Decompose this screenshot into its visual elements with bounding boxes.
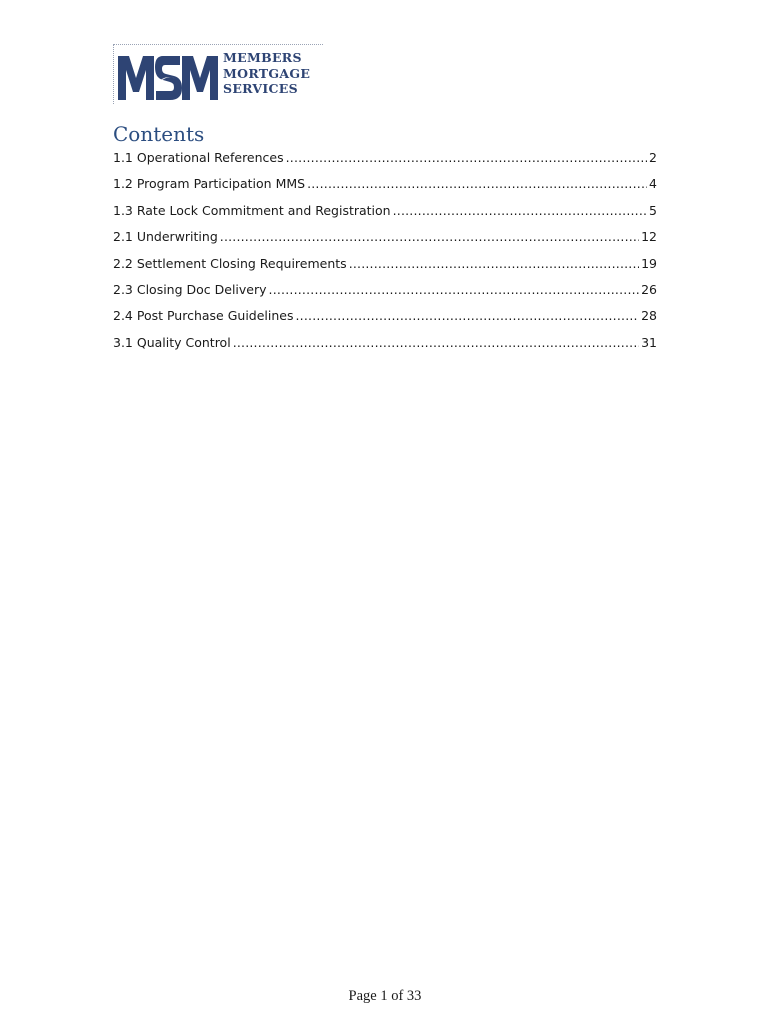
toc-entry-page: 26: [641, 281, 657, 297]
logo-line-mortgage: MORTGAGE: [223, 65, 311, 81]
toc-entry-page: 2: [649, 150, 657, 165]
toc-entry-page: 5: [649, 202, 657, 218]
logo-line-members: MEMBERS: [223, 50, 302, 65]
toc-entry-operational-references[interactable]: [113, 150, 657, 176]
logo-frame-left: [113, 44, 114, 104]
toc-entry-post-purchase[interactable]: [113, 308, 657, 334]
toc-entry-page: 28: [641, 308, 657, 324]
contents-heading: Contents: [113, 122, 205, 146]
toc-entry-underwriting[interactable]: [113, 229, 657, 255]
toc-entry-title: 2.1 Underwriting: [113, 229, 218, 245]
toc-entry-title: 1.2 Program Participation MMS: [113, 176, 306, 192]
page-number-footer: Page 1 of 33: [348, 988, 422, 1004]
toc-dot-leader: [349, 256, 639, 271]
logo-wordmark: [223, 50, 323, 97]
logo-frame-top: [113, 44, 323, 45]
toc-entry-page: 4: [649, 176, 657, 192]
toc-entry-quality-control[interactable]: [113, 335, 657, 361]
toc-dot-leader: [296, 308, 640, 323]
company-logo: [113, 44, 325, 104]
toc-entry-title: 1.1 Operational References: [113, 150, 284, 165]
toc-entry-page: 31: [641, 334, 657, 350]
msm-monogram-logo-mark: [116, 52, 220, 102]
toc-entry-settlement-closing[interactable]: [113, 256, 657, 282]
toc-entry-title: 2.4 Post Purchase Guidelines: [113, 308, 294, 324]
toc-dot-leader: [286, 150, 647, 165]
toc-dot-leader: [393, 203, 647, 218]
toc-dot-leader: [269, 282, 640, 297]
toc-entry-program-participation[interactable]: [113, 176, 657, 202]
table-of-contents: [113, 150, 657, 361]
logo-line-services: SERVICES: [223, 81, 298, 96]
toc-dot-leader: [307, 176, 647, 191]
toc-dot-leader: [220, 229, 639, 244]
toc-entry-title: 3.1 Quality Control: [113, 334, 231, 350]
toc-entry-rate-lock[interactable]: [113, 203, 657, 229]
toc-entry-title: 1.3 Rate Lock Commitment and Registration: [113, 202, 391, 218]
toc-entry-title: 2.2 Settlement Closing Requirements: [113, 255, 347, 271]
toc-entry-page: 12: [641, 229, 657, 245]
toc-dot-leader: [233, 335, 639, 350]
toc-entry-page: 19: [641, 255, 657, 271]
toc-entry-title: 2.3 Closing Doc Delivery: [113, 281, 267, 297]
toc-entry-closing-doc-delivery[interactable]: [113, 282, 657, 308]
